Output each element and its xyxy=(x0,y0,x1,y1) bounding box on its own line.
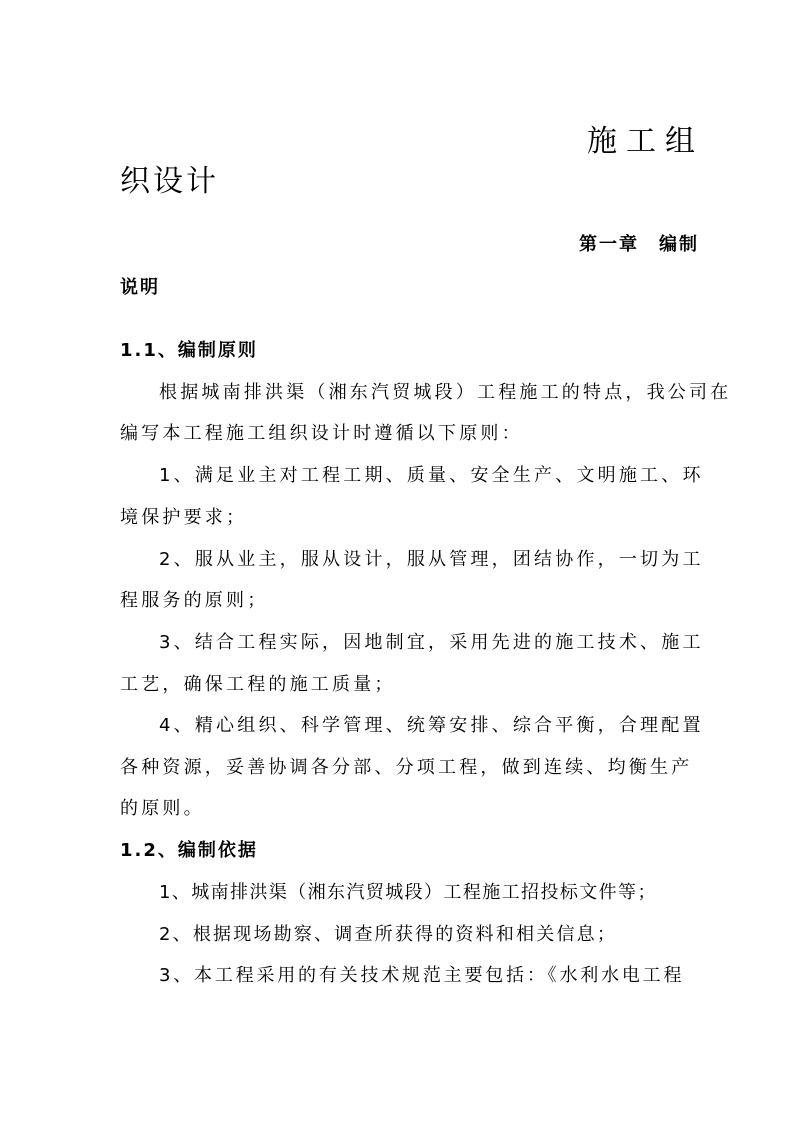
section-1-line: 各种资源，妥善协调各分部、分项工程，做到连续、均衡生产 xyxy=(120,757,693,778)
section-1-line: 编写本工程施工组织设计时遵循以下原则： xyxy=(120,423,523,444)
section-1-line: 4、精心组织、科学管理、统筹安排、综合平衡，合理配置 xyxy=(159,715,704,736)
section-2-line: 1、城南排洪渠（湘东汽贸城段）工程施工招投标文件等； xyxy=(159,882,657,903)
section-2-line: 3、本工程采用的有关技术规范主要包括：《水利水电工程 xyxy=(159,965,685,986)
section-1-line: 工艺，确保工程的施工质量； xyxy=(120,674,396,695)
document-title-line-1: 施工组 xyxy=(587,124,704,159)
section-1-line: 的原则。 xyxy=(120,798,205,819)
section-1-line: 境保护要求； xyxy=(120,507,248,528)
section-1-line: 根据城南排洪渠（湘东汽贸城段）工程施工的特点，我公司在 xyxy=(159,382,732,403)
document-title-line-2: 织设计 xyxy=(120,164,219,199)
section-2-heading: 1.2、编制依据 xyxy=(120,840,258,861)
section-1-line: 程服务的原则； xyxy=(120,590,269,611)
section-1-line: 2、服从业主，服从设计，服从管理，团结协作，一切为工 xyxy=(159,549,704,570)
chapter-heading-line-2: 说明 xyxy=(120,277,160,298)
chapter-heading-line-1: 第一章 编制 xyxy=(579,234,699,255)
section-2-line: 2、根据现场勘察、调查所获得的资料和相关信息； xyxy=(159,924,618,945)
section-1-heading: 1.1、编制原则 xyxy=(120,340,258,361)
section-1-line: 1、满足业主对工程工期、质量、安全生产、文明施工、环 xyxy=(159,465,704,486)
section-1-line: 3、结合工程实际，因地制宜，采用先进的施工技术、施工 xyxy=(159,632,704,653)
